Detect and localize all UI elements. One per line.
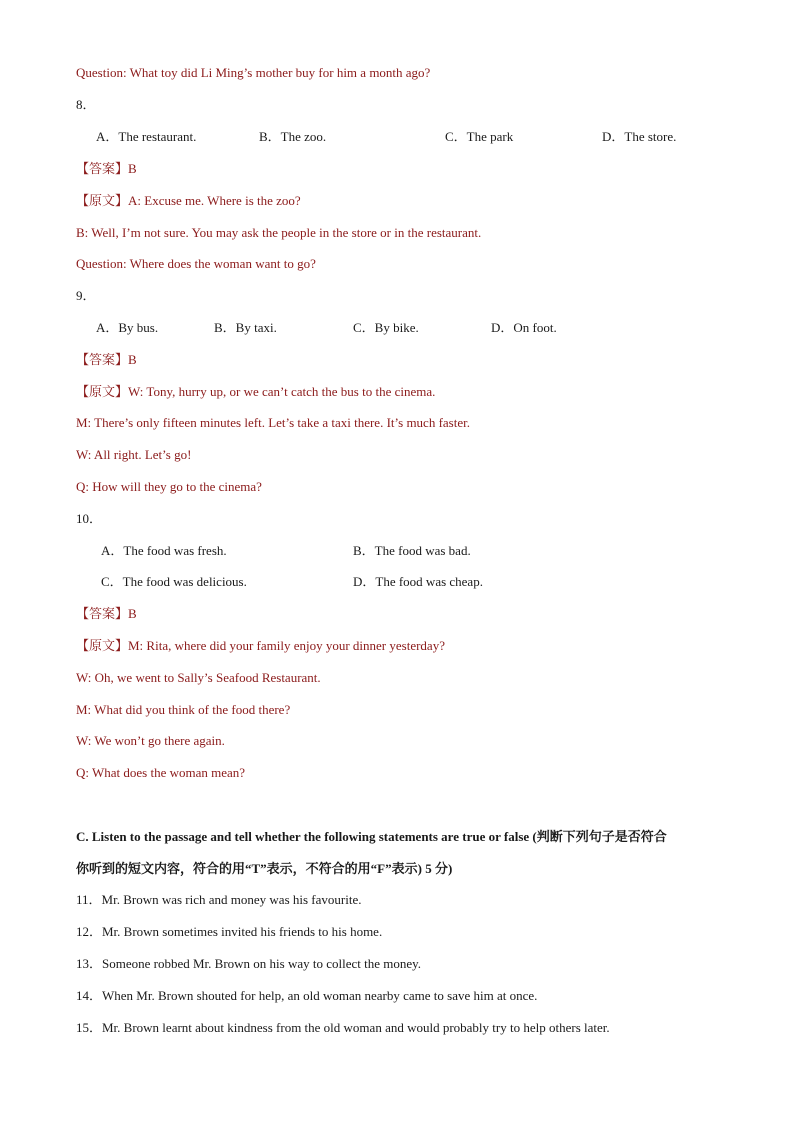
q9-number: 9． [76,288,96,303]
statement-item: 14．When Mr. Brown shouted for help, an old woman nearby came to save him at once. [76,988,538,1003]
q10-answer: 【答案】B [76,606,137,621]
q10-option-c: C．The food was delicious. [101,574,247,589]
q8-option-c: C．The park [445,129,514,144]
q9-source-line: 【原文】W: Tony, hurry up, or we can’t catch the bus to the cinema. [76,384,436,399]
q10-source-line: Q: What does the woman mean? [76,765,246,780]
q10-option-b: B．The food was bad. [353,543,471,558]
q7-question: Question: What toy did Li Ming’s mother buy for him a month ago? [76,65,431,80]
q8-number: 8． [76,97,96,112]
q8-option-a: A．The restaurant. [96,129,197,144]
statement-item: 12．Mr. Brown sometimes invited his friends to his home. [76,924,383,939]
statement-item: 11．Mr. Brown was rich and money was his favourite. [76,892,362,907]
q10-option-d: D．The food was cheap. [353,574,483,589]
q9-source-line: M: There’s only fifteen minutes left. Let’s take a taxi there. It’s much faster. [76,415,470,430]
q10-number: 10． [76,511,103,526]
q8-option-b: B．The zoo. [259,129,327,144]
q9-answer: 【答案】B [76,352,137,367]
section-c-heading: C. Listen to the passage and tell whether the following statements are true or false (判断下列句子是否符合 [76,829,667,844]
statement-item: 15．Mr. Brown learnt about kindness from the old woman and would probably try to help others later. [76,1020,610,1035]
q9-option-d: D．On foot. [491,320,557,335]
q9-option-c: C．By bike. [353,320,419,335]
statement-item: 13．Someone robbed Mr. Brown on his way to collect the money. [76,956,422,971]
q9-option-b: B．By taxi. [214,320,277,335]
q9-option-a: A．By bus. [96,320,159,335]
q8-source-line: Question: Where does the woman want to go? [76,256,316,271]
section-c-heading-continued: 你听到的短文内容，符合的用“T”表示，不符合的用“F”表示) 5 分) [76,861,453,876]
q10-source-line: W: Oh, we went to Sally’s Seafood Restaurant. [76,670,321,685]
q10-source-line: 【原文】M: Rita, where did your family enjoy your dinner yesterday? [76,638,445,653]
q8-option-d: D．The store. [602,129,677,144]
q8-source-line: 【原文】A: Excuse me. Where is the zoo? [76,193,301,208]
q8-answer: 【答案】B [76,161,137,176]
q10-option-a: A．The food was fresh. [101,543,227,558]
q9-source-line: Q: How will they go to the cinema? [76,479,262,494]
q8-source-line: B: Well, I’m not sure. You may ask the people in the store or in the restaurant. [76,225,482,240]
q9-source-line: W: All right. Let’s go! [76,447,192,462]
q10-source-line: W: We won’t go there again. [76,733,225,748]
q10-source-line: M: What did you think of the food there? [76,702,291,717]
